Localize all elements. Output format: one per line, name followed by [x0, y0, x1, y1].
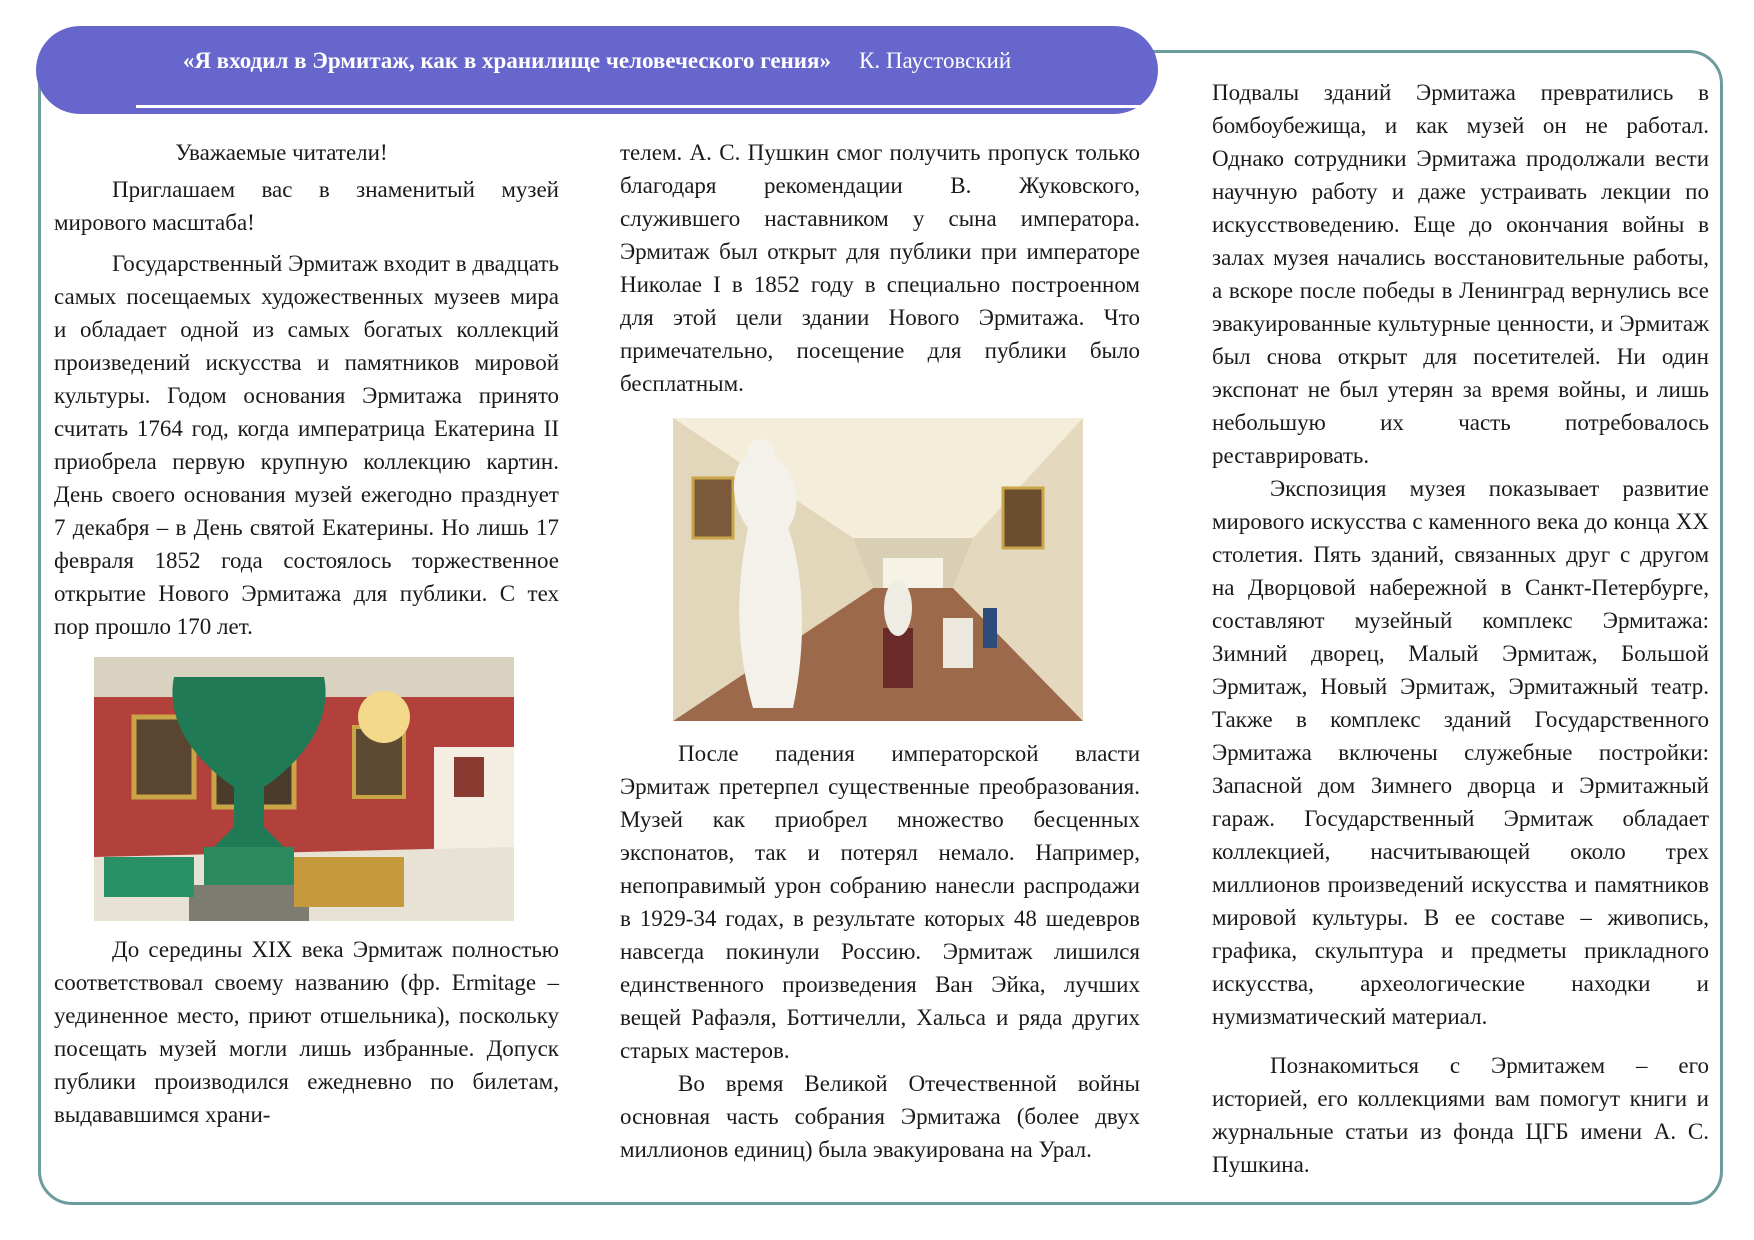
paragraph: До середины XIX века Эрмитаж полностью соответствовал своему названию (фр. Ermitage – уединенное место, приют отшельника), поскольку посещать музей могли лишь избранные. Допуск публики производился ежедневно по билетам, выдававшимся храни- [54, 937, 559, 1127]
column-3 [1212, 76, 1709, 1181]
paragraph: Государственный Эрмитаж входит в двадцать самых посещаемых художественных музеев мира и обладает одной из самых богатых коллекций произведений искусства и памятников мировой культуры. Годом основания Эрмитажа принято считать 1764 год, когда императрица Екатерина II приобрела первую крупную коллекцию картин. День своего основания музей ежегодно празднует 7 декабря – в День святой Екатерины. Но лишь 17 февраля 1852 года состоялось торжественное открытие Нового Эрмитажа для публики. С тех пор прошло 170 лет. [54, 251, 559, 639]
paragraph: Экспозиция музея показывает развитие мирового искусства с каменного века до конца XX столетия. Пять зданий, связанных друг с другом на Дворцовой набережной в Санкт-Петербурге, составляют музейный комплекс Эрмитажа: Зимний дворец, Малый Эрмитаж, Большой Эрмитаж, Новый Эрмитаж, Эрмитажный театр. Также в комплекс зданий Государственного Эрмитажа включены служебные постройки: Запасной дом Зимнего дворца и Эрмитажный гараж. Государственный Эрмитаж обладает коллекцией, насчитывающей около трех миллионов произведений искусства и памятников мировой культуры. В ее составе – живопись, графика, скульптура и предметы прикладного искусства, археологические находки и нумизматический материал. [1212, 476, 1709, 1029]
header-banner [36, 26, 1158, 114]
paragraph: Подвалы зданий Эрмитажа превратились в бомбоубежища, и как музей он не работал. Однако сотрудники Эрмитажа продолжали вести научную работу и даже устраивать лекции по искусствоведению. Еще до окончания войны в залах музея начались восстановительные работы, а вскоре после победы в Ленинград вернулись все эвакуированные культурные ценности, и Эрмитаж был снова открыт для посетителей. Ни один экспонат не был утерян за время войны, и лишь небольшую их часть потребовалось реставрировать. [1212, 80, 1709, 468]
gallery-hall-photo [673, 418, 1083, 721]
epigraph-author: К. Паустовский [859, 48, 1012, 73]
paragraph: телем. А. С. Пушкин смог получить пропуск только благодаря рекомендации В. Жуковского, служившего наставником у сына императора. Эрмитаж был открыт для публики при императоре Николае I в 1852 году в специально построенном для этой цели здании Нового Эрмитажа. Что примечательно, посещение для публики было бесплатным. [620, 140, 1140, 396]
paragraph: После падения императорской власти Эрмитаж претерпел существенные преобразования. Музей как приобрел множество бесценных экспонатов, так и потерял немало. Например, непоправимый урон собранию нанесли распродажи в 1929-34 годах, в результате которых 48 шедевров навсегда покинули Россию. Эрмитаж лишился единственного произведения Ван Эйка, лучших вещей Рафаэля, Боттичелли, Хальса и ряда других старых мастеров. [620, 741, 1140, 1063]
column-2 [620, 136, 1140, 1166]
banner-underline [136, 105, 1146, 108]
paragraph: Во время Великой Отечественной войны основная часть собрания Эрмитажа (более двух миллионов единиц) была эвакуирована на Урал. [620, 1071, 1140, 1162]
banner-text [36, 48, 1158, 74]
paragraph: Познакомиться с Эрмитажем – его историей, его коллекциями вам помогут книги и журнальные статьи из фонда ЦГБ имени А. С. Пушкина. [1212, 1053, 1709, 1177]
malachite-hall-photo [94, 657, 514, 921]
paragraph: Приглашаем вас в знаменитый музей мирового масштаба! [54, 177, 559, 235]
column-1 [54, 136, 559, 1131]
greeting: Уважаемые читатели! [175, 140, 388, 165]
epigraph-quote: «Я входил в Эрмитаж, как в хранилище человеческого гения» [182, 48, 831, 73]
